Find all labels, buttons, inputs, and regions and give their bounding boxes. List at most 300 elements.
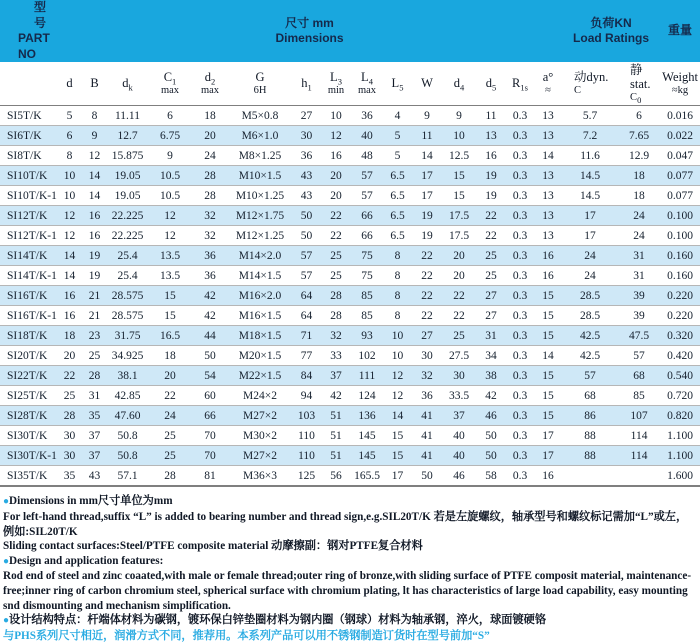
table-row (0, 406, 700, 426)
value-cell: 5 (57, 106, 82, 126)
column-header-spacer (0, 62, 57, 106)
value-cell: 0.3 (506, 226, 534, 246)
value-cell: 9 (412, 106, 442, 126)
value-cell: 7.65 (618, 126, 660, 146)
value-cell: 47.5 (618, 326, 660, 346)
value-cell: M10×1.5 (228, 166, 292, 186)
value-cell: 6.5 (383, 186, 412, 206)
value-cell: 12 (148, 226, 192, 246)
value-cell: 6.75 (148, 126, 192, 146)
value-cell (618, 466, 660, 487)
value-cell: 84 (292, 366, 321, 386)
value-cell: 22 (321, 206, 351, 226)
value-cell: M27×2 (228, 446, 292, 466)
header-band (0, 0, 700, 62)
value-cell: 124 (351, 386, 383, 406)
value-cell: 38.1 (107, 366, 148, 386)
value-cell: M30×2 (228, 426, 292, 446)
value-cell: M14×1.5 (228, 266, 292, 286)
value-cell: 136 (351, 406, 383, 426)
value-cell: 24 (618, 226, 660, 246)
value-cell: 25.4 (107, 266, 148, 286)
load-ratings-header-en: Load Ratings (573, 31, 650, 46)
value-cell: 60 (192, 386, 228, 406)
value-cell: 70 (192, 426, 228, 446)
value-cell: 46 (476, 406, 506, 426)
note-design-features-title (3, 554, 697, 570)
value-cell: 8 (383, 286, 412, 306)
value-cell: 0.3 (506, 166, 534, 186)
table-row (0, 186, 700, 206)
value-cell: 42.5 (562, 326, 618, 346)
value-cell: 13 (534, 126, 562, 146)
column-header: $L_5$ (383, 62, 412, 106)
weight-header-zh: 重量 (668, 23, 693, 38)
value-cell: 17 (383, 466, 412, 487)
bullet-icon: ● (3, 615, 10, 627)
value-cell: 64 (292, 286, 321, 306)
value-cell: 15 (383, 446, 412, 466)
value-cell: 17 (412, 166, 442, 186)
value-cell: 50 (292, 226, 321, 246)
value-cell: 6 (148, 106, 192, 126)
value-cell: 66 (351, 226, 383, 246)
value-cell: 24 (562, 266, 618, 286)
value-cell: 20 (321, 186, 351, 206)
value-cell: 32 (192, 206, 228, 226)
value-cell: 22 (442, 286, 476, 306)
part-no-cell: SI22T/K (0, 366, 57, 386)
table-row (0, 146, 700, 166)
value-cell: 43 (82, 466, 107, 487)
value-cell: 0.022 (660, 126, 700, 146)
value-cell: 32 (192, 226, 228, 246)
value-cell: 0.160 (660, 266, 700, 286)
part-no-cell: SI5T/K (0, 106, 57, 126)
value-cell: 27 (412, 326, 442, 346)
value-cell: 0.016 (660, 106, 700, 126)
value-cell: 15 (534, 366, 562, 386)
value-cell: 6.5 (383, 166, 412, 186)
value-cell: 0.3 (506, 386, 534, 406)
value-cell: 0.3 (506, 446, 534, 466)
table-row (0, 306, 700, 326)
value-cell: M24×2 (228, 386, 292, 406)
value-cell: 32 (412, 366, 442, 386)
value-cell: 31 (476, 326, 506, 346)
value-cell: 15 (148, 306, 192, 326)
value-cell: 66 (351, 206, 383, 226)
value-cell: 40 (442, 446, 476, 466)
value-cell: 16 (82, 206, 107, 226)
bullet-icon: ● (3, 496, 10, 508)
value-cell: 58 (476, 466, 506, 487)
value-cell: 28 (192, 166, 228, 186)
value-cell: 0.220 (660, 286, 700, 306)
dimensions-header-zh: 尺寸 mm (285, 15, 334, 30)
value-cell: 42.5 (562, 346, 618, 366)
weight-header (660, 0, 700, 62)
value-cell: 57 (618, 346, 660, 366)
value-cell: 35 (57, 466, 82, 487)
value-cell: 41 (412, 446, 442, 466)
table-row (0, 386, 700, 406)
column-header: $d_2$ max (192, 62, 228, 106)
value-cell: M14×2.0 (228, 246, 292, 266)
value-cell: 28.575 (107, 286, 148, 306)
value-cell: 11.6 (562, 146, 618, 166)
value-cell: 0.3 (506, 286, 534, 306)
value-cell: 42 (192, 286, 228, 306)
value-cell: 0.3 (506, 346, 534, 366)
column-header: $L_3$ min (321, 62, 351, 106)
value-cell: 165.5 (351, 466, 383, 487)
value-cell: 42 (192, 306, 228, 326)
value-cell: 8 (383, 246, 412, 266)
value-cell: M36×3 (228, 466, 292, 487)
value-cell: 10 (321, 106, 351, 126)
part-no-cell: SI20T/K (0, 346, 57, 366)
column-header: $d_5$ (476, 62, 506, 106)
value-cell: 51 (321, 406, 351, 426)
value-cell: 11.11 (107, 106, 148, 126)
value-cell: 17 (562, 226, 618, 246)
value-cell: 22.225 (107, 206, 148, 226)
part-no-cell: SI14T/K (0, 246, 57, 266)
bullet-icon: ● (3, 555, 10, 567)
value-cell: 38 (476, 366, 506, 386)
value-cell: 22 (412, 306, 442, 326)
value-cell: 39 (618, 306, 660, 326)
value-cell: 28 (57, 406, 82, 426)
value-cell: 12 (57, 226, 82, 246)
note-design-paragraph: Rod end of steel and zinc coaated,with male or female thread;outer ring of bronze,with sliding surface of PTFE composit material, maintenance-free;inner ring of carbon chromium steel, spherical surface with chromium plating, lt has characteristics of large load capability, easy mounting snd dismounting and mechanism simplification. (3, 570, 692, 612)
value-cell: 8 (383, 306, 412, 326)
value-cell: 0.3 (506, 406, 534, 426)
value-cell: 14 (57, 266, 82, 286)
value-cell: 12.9 (618, 146, 660, 166)
value-cell: 15 (534, 306, 562, 326)
value-cell: 0.3 (506, 466, 534, 487)
value-cell: 34 (476, 346, 506, 366)
value-cell (562, 466, 618, 487)
value-cell: 22 (148, 386, 192, 406)
table-body (0, 106, 700, 487)
value-cell: 57 (351, 186, 383, 206)
value-cell: 15 (534, 386, 562, 406)
value-cell: 6.5 (383, 226, 412, 246)
value-cell: 12 (82, 146, 107, 166)
value-cell: 31 (618, 246, 660, 266)
value-cell: 20 (148, 366, 192, 386)
value-cell: 5 (383, 126, 412, 146)
value-cell: 24 (618, 206, 660, 226)
note-structure-features-text: 设计结构特点：杆端体材料为碳钢，镀环保白锌垫圈材料为钢内圈（钢球）材料为轴承钢，淬火，球面镀硬铬 (9, 614, 547, 627)
value-cell: 56 (321, 466, 351, 487)
value-cell: 12 (383, 386, 412, 406)
value-cell: 16 (534, 266, 562, 286)
value-cell: 114 (618, 426, 660, 446)
column-header: B (82, 62, 107, 106)
value-cell: 103 (292, 406, 321, 426)
value-cell: 9 (442, 106, 476, 126)
value-cell: 36 (292, 146, 321, 166)
value-cell: 17.5 (442, 226, 476, 246)
value-cell: 110 (292, 426, 321, 446)
note-phs-series: 与PHS系列尺寸相近，润滑方式不同，推荐用。本系列产品可以用不锈钢制造订货时在型号前加“S” (3, 629, 490, 642)
column-header: Weight ≈kg (660, 62, 700, 106)
value-cell: 19 (476, 186, 506, 206)
value-cell: 20 (442, 246, 476, 266)
load-ratings-header (562, 0, 660, 62)
value-cell: 18 (148, 346, 192, 366)
part-no-cell: SI18T/K (0, 326, 57, 346)
value-cell: 36 (192, 266, 228, 286)
part-no-cell: SI10T/K-1 (0, 186, 57, 206)
value-cell: M20×1.5 (228, 346, 292, 366)
value-cell: 31 (82, 386, 107, 406)
value-cell: 13 (476, 126, 506, 146)
column-header: d (57, 62, 82, 106)
value-cell: 23 (82, 326, 107, 346)
value-cell: 51 (321, 426, 351, 446)
table-row (0, 206, 700, 226)
value-cell: 68 (562, 386, 618, 406)
value-cell: 14 (383, 406, 412, 426)
value-cell: 31.75 (107, 326, 148, 346)
value-cell: 8 (82, 106, 107, 126)
value-cell: 64 (292, 306, 321, 326)
part-no-header-en: PART NO (18, 31, 50, 61)
load-ratings-header-zh: 负荷KN (590, 15, 632, 30)
value-cell: 25.4 (107, 246, 148, 266)
value-cell: 25 (148, 426, 192, 446)
value-cell: 93 (351, 326, 383, 346)
value-cell: 12 (57, 206, 82, 226)
value-cell: 22 (442, 306, 476, 326)
value-cell: 16 (82, 226, 107, 246)
value-cell: 57 (292, 246, 321, 266)
value-cell: 28.575 (107, 306, 148, 326)
value-cell: 42 (321, 386, 351, 406)
column-header: a° ≈ (534, 62, 562, 106)
value-cell: 0.3 (506, 246, 534, 266)
value-cell: 50.8 (107, 426, 148, 446)
value-cell: 22 (412, 266, 442, 286)
value-cell: 0.160 (660, 246, 700, 266)
note-structure-features (3, 613, 697, 629)
value-cell: 25 (321, 266, 351, 286)
value-cell: 85 (618, 386, 660, 406)
value-cell: 15 (442, 186, 476, 206)
value-cell: 37 (82, 446, 107, 466)
value-cell: 33.5 (442, 386, 476, 406)
value-cell: 12.5 (442, 146, 476, 166)
value-cell: 0.320 (660, 326, 700, 346)
value-cell: 0.820 (660, 406, 700, 426)
column-header: $L_4$ max (351, 62, 383, 106)
table-row (0, 426, 700, 446)
value-cell: M27×2 (228, 406, 292, 426)
value-cell: 16 (534, 466, 562, 487)
value-cell: 20 (321, 166, 351, 186)
value-cell: 18 (618, 166, 660, 186)
value-cell: 36 (192, 246, 228, 266)
value-cell: 111 (351, 366, 383, 386)
value-cell: 51 (321, 446, 351, 466)
value-cell: 20 (57, 346, 82, 366)
value-cell: 7.2 (562, 126, 618, 146)
value-cell: 0.3 (506, 206, 534, 226)
value-cell: 10.5 (148, 166, 192, 186)
value-cell: 14 (82, 186, 107, 206)
value-cell: 22.225 (107, 226, 148, 246)
value-cell: 15 (383, 426, 412, 446)
value-cell: 28 (148, 466, 192, 487)
part-no-cell: SI30T/K-1 (0, 446, 57, 466)
value-cell: M8×1.25 (228, 146, 292, 166)
value-cell: 37 (321, 366, 351, 386)
value-cell: 15 (534, 406, 562, 426)
value-cell: 30 (57, 426, 82, 446)
value-cell: 50 (292, 206, 321, 226)
value-cell: 17.5 (442, 206, 476, 226)
value-cell: 8 (57, 146, 82, 166)
value-cell: 46 (442, 466, 476, 487)
part-no-cell: SI30T/K (0, 426, 57, 446)
value-cell: 10 (57, 186, 82, 206)
column-header: G 6H (228, 62, 292, 106)
value-cell: 30 (292, 126, 321, 146)
value-cell: 43 (292, 186, 321, 206)
value-cell: 13.5 (148, 246, 192, 266)
column-header: $R_{1s}$ (506, 62, 534, 106)
value-cell: 14 (82, 166, 107, 186)
column-header: $C_1$ max (148, 62, 192, 106)
part-no-cell: SI12T/K (0, 206, 57, 226)
value-cell: 0.540 (660, 366, 700, 386)
value-cell: 12 (321, 126, 351, 146)
value-cell: 54 (192, 366, 228, 386)
value-cell: 16 (534, 246, 562, 266)
value-cell: 0.077 (660, 186, 700, 206)
value-cell: M6×1.0 (228, 126, 292, 146)
value-cell: 40 (442, 426, 476, 446)
value-cell: 22 (476, 226, 506, 246)
value-cell: 8 (383, 266, 412, 286)
value-cell: 50 (476, 426, 506, 446)
value-cell: 0.047 (660, 146, 700, 166)
value-cell: 30 (412, 346, 442, 366)
value-cell: 16.5 (148, 326, 192, 346)
part-no-cell: SI14T/K-1 (0, 266, 57, 286)
value-cell: 37 (442, 406, 476, 426)
value-cell: 10 (57, 166, 82, 186)
value-cell: 18 (192, 106, 228, 126)
value-cell: 50 (476, 446, 506, 466)
value-cell: 25 (82, 346, 107, 366)
value-cell: M22×1.5 (228, 366, 292, 386)
value-cell: 14 (534, 346, 562, 366)
column-header-row (0, 62, 700, 106)
value-cell: M16×1.5 (228, 306, 292, 326)
value-cell: 0.3 (506, 366, 534, 386)
part-no-header (0, 0, 57, 62)
table-row (0, 166, 700, 186)
value-cell: 13 (534, 106, 562, 126)
value-cell: 15 (148, 286, 192, 306)
value-cell: 4 (383, 106, 412, 126)
value-cell: 20 (442, 266, 476, 286)
value-cell: 9 (82, 126, 107, 146)
table-row (0, 266, 700, 286)
value-cell: 6 (618, 106, 660, 126)
value-cell: 19 (82, 246, 107, 266)
value-cell: 16 (476, 146, 506, 166)
value-cell: 102 (351, 346, 383, 366)
value-cell: 28 (321, 286, 351, 306)
table-row (0, 466, 700, 487)
value-cell: 13 (534, 206, 562, 226)
part-no-cell: SI10T/K (0, 166, 57, 186)
column-header: 静stat. $C_0$ (618, 62, 660, 106)
dimensions-header (57, 0, 562, 62)
value-cell: 0.720 (660, 386, 700, 406)
value-cell: 75 (351, 246, 383, 266)
value-cell: 47.60 (107, 406, 148, 426)
part-no-cell: SI28T/K (0, 406, 57, 426)
value-cell: 30 (57, 446, 82, 466)
value-cell: M10×1.25 (228, 186, 292, 206)
value-cell: 10 (383, 326, 412, 346)
value-cell: 24 (562, 246, 618, 266)
value-cell: 18 (618, 186, 660, 206)
value-cell: 28 (321, 306, 351, 326)
value-cell: 28 (82, 366, 107, 386)
note-design-features-text: Design and application features: (9, 554, 164, 567)
value-cell: 36 (412, 386, 442, 406)
value-cell: 12 (148, 206, 192, 226)
value-cell: M12×1.25 (228, 226, 292, 246)
value-cell: 0.3 (506, 426, 534, 446)
value-cell: 11 (476, 106, 506, 126)
value-cell: M16×2.0 (228, 286, 292, 306)
value-cell: 27.5 (442, 346, 476, 366)
value-cell: 22 (476, 206, 506, 226)
value-cell: 25 (476, 266, 506, 286)
value-cell: 110 (292, 446, 321, 466)
part-no-cell: SI16T/K (0, 286, 57, 306)
value-cell: 13 (534, 166, 562, 186)
value-cell: 12.7 (107, 126, 148, 146)
value-cell: M12×1.75 (228, 206, 292, 226)
part-no-cell: SI16T/K-1 (0, 306, 57, 326)
value-cell: 85 (351, 306, 383, 326)
table-row (0, 126, 700, 146)
table-row (0, 366, 700, 386)
value-cell: 0.220 (660, 306, 700, 326)
value-cell: 1.100 (660, 426, 700, 446)
table-row (0, 346, 700, 366)
value-cell: 34.925 (107, 346, 148, 366)
value-cell: 50.8 (107, 446, 148, 466)
value-cell: 5 (383, 146, 412, 166)
value-cell: 22 (412, 286, 442, 306)
value-cell: 14 (57, 246, 82, 266)
value-cell: 145 (351, 426, 383, 446)
table-row (0, 226, 700, 246)
value-cell: 42 (476, 386, 506, 406)
